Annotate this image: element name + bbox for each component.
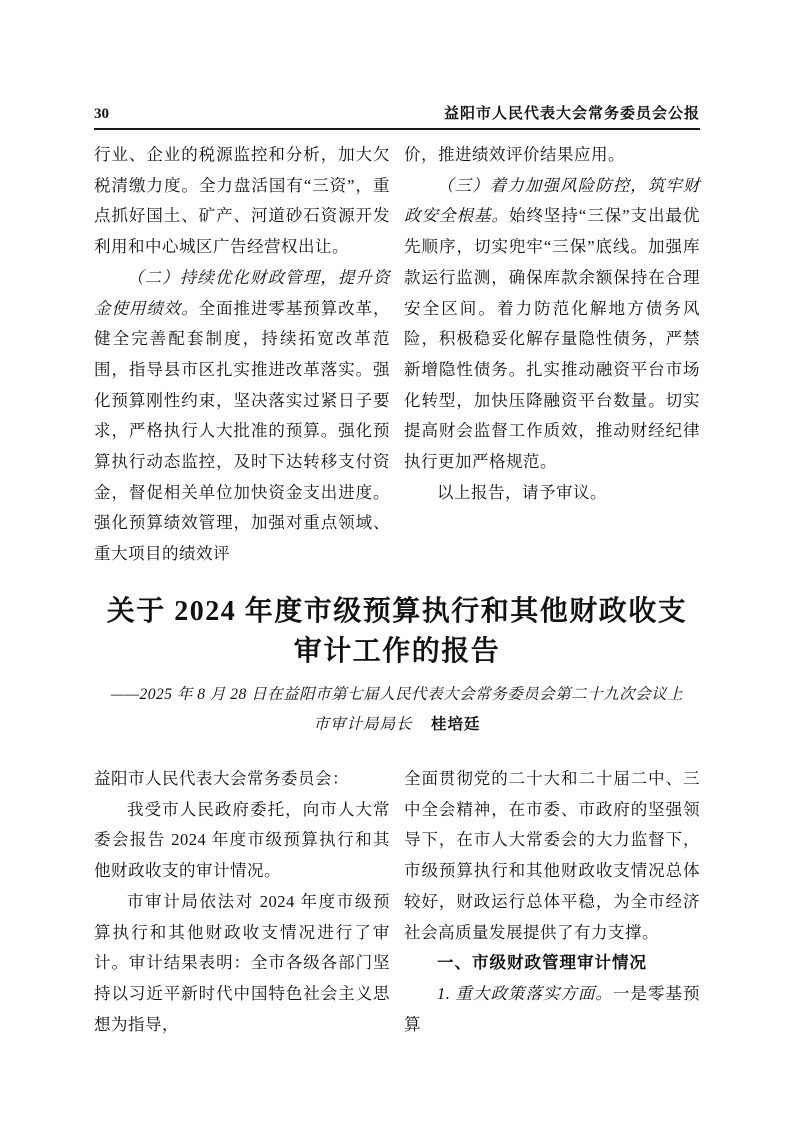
body-left-column xyxy=(94,764,390,1040)
paragraph xyxy=(94,795,390,887)
text-run: （二）持续优化财政管理，提升资金使用绩效。 xyxy=(94,267,390,318)
paragraph xyxy=(94,263,390,570)
paragraph xyxy=(94,764,390,795)
text-run: 我受市人民政府委托，向市人大常委会报告 2024 年度市级预算执行和其他财政收支的审计情况。 xyxy=(94,799,390,881)
text-run: （三）着力加强风险防控，筑牢财政安全根基。 xyxy=(404,175,700,226)
text-run: 一是零基预算 xyxy=(404,983,700,1034)
paragraph xyxy=(94,140,390,263)
article-subtitle: ——2025 年 8 月 28 日在益阳市第七届人民代表大会常务委员会第二十九次会议上 xyxy=(110,686,684,703)
paragraph xyxy=(404,140,700,171)
top-left-column xyxy=(94,140,390,564)
paragraph xyxy=(404,171,700,478)
paragraph xyxy=(404,979,700,1040)
header-rule xyxy=(94,128,700,130)
section-heading xyxy=(404,948,700,979)
paragraph xyxy=(404,478,700,509)
top-right-column xyxy=(404,140,700,542)
speaker-role: 市审计局局长 xyxy=(313,716,413,733)
text-run: 一、市级财政管理审计情况 xyxy=(437,954,647,973)
text-run: 全面推进零基预算改革，健全完善配套制度，持续拓宽改革范围，指导县市区扎实推进改革落实。强化预算刚性约束，坚决落实过紧日子要求，严格执行人大批准的预算。强化预算执行动态监控，及时下达转移支付资金，督促相关单位加快资金支出进度。强化预算绩效管理，加强对重点领域、重大项目的绩效评 xyxy=(94,298,390,564)
text-run: 1. 重大政策落实方面。 xyxy=(437,983,613,1003)
top-section xyxy=(94,140,700,564)
page-number: 30 xyxy=(94,106,109,122)
speaker-name: 桂培廷 xyxy=(431,716,481,733)
text-run: 市审计局依法对 2024 年度市级预算执行和其他财政收支情况进行了审计。审计结果表明：全市各级各部门坚持以习近平新时代中国特色社会主义思想为指导， xyxy=(94,891,390,1034)
paragraph xyxy=(404,764,700,948)
header-title: 益阳市人民代表大会常务委员会公报 xyxy=(443,106,700,122)
text-run: 价，推进绩效评价结果应用。 xyxy=(404,145,625,164)
body-section xyxy=(94,764,700,1040)
text-run: 全面贯彻党的二十大和二十届二中、三中全会精神，在市委、市政府的坚强领导下，在市人大常委会的大力监督下，市级预算执行和其他财政收支情况总体较好，财政运行总体平稳，为全市经济社会高质量发展提供了有力支撑。 xyxy=(404,769,700,942)
text-run: 行业、企业的税源监控和分析，加大欠税清缴力度。全力盘活国有“三资”，重点抓好国土、矿产、河道砂石资源开发利用和中心城区广告经营权出让。 xyxy=(94,145,390,257)
article-title-line1: 关于 2024 年度市级预算执行和其他财政收支 xyxy=(106,596,688,627)
article-title xyxy=(94,592,700,672)
text-run: 以上报告，请予审议。 xyxy=(437,482,607,502)
speaker-line xyxy=(94,714,700,736)
page-header xyxy=(94,104,700,124)
article-title-block xyxy=(94,592,700,736)
text-run: 始终坚持“三保”支出最优先顺序，切实兜牢“三保”底线。加强库款运行监测，确保库款余额保持在合理安全区间。着力防范化解地方债务风险，积极稳妥化解存量隐性债务，严禁新增隐性债务。扎实推动融资平台市场化转型，加快压降融资平台数量。切实提高财会监督工作质效，推动财经纪律执行更加严格规范。 xyxy=(404,206,700,472)
article-title-line2: 审计工作的报告 xyxy=(293,636,501,667)
text-run: 益阳市人民代表大会常务委员会： xyxy=(94,769,349,788)
paragraph xyxy=(94,887,390,1041)
body-right-column xyxy=(404,764,700,1040)
